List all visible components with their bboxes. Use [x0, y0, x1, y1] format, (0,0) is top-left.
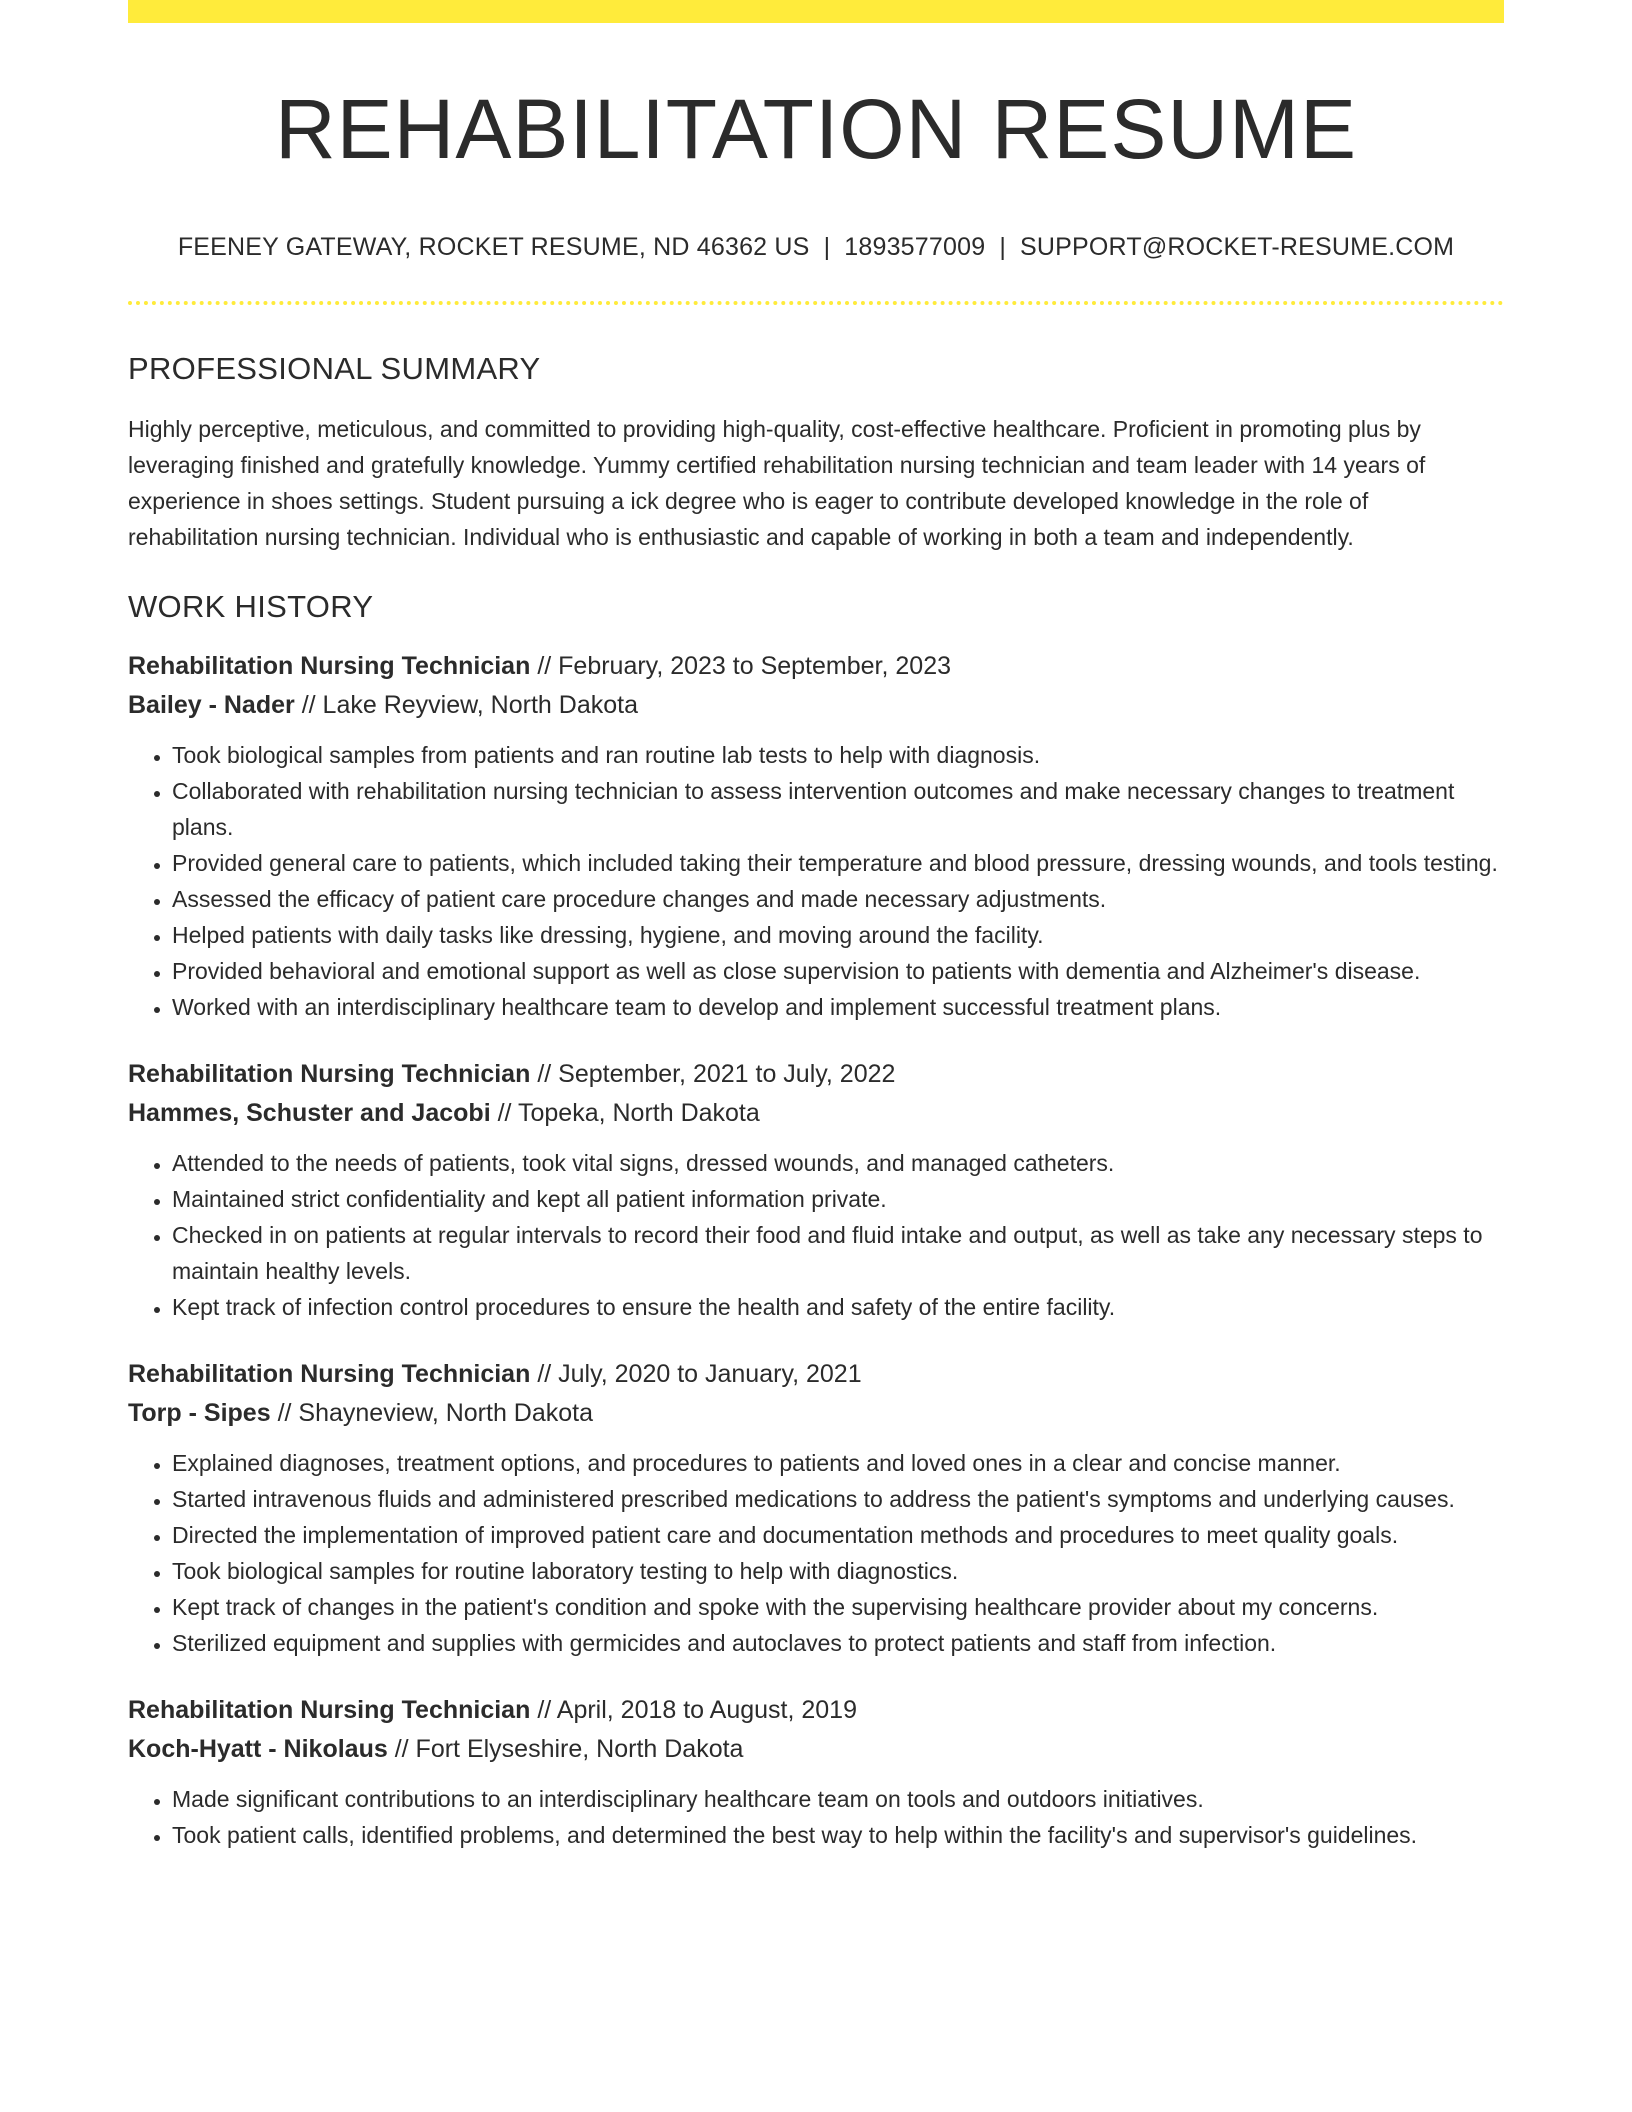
job-company-line [128, 686, 1504, 725]
resume-title: REHABILITATION RESUME [274, 82, 1358, 176]
job-company: Bailey - Nader [128, 691, 295, 720]
job-dates: // September, 2021 to July, 2022 [537, 1060, 896, 1089]
bullet-item: • Provided behavioral and emotional support as well as close supervision to patients with dementia and Alzheimer's disease. [172, 953, 1504, 989]
job-bullets [128, 1781, 1504, 1853]
bullet-item: • Directed the implementation of improved patient care and documentation methods and procedures to meet quality goals. [172, 1517, 1504, 1553]
contact-address: FEENEY GATEWAY, ROCKET RESUME, ND 46362 US [177, 233, 810, 262]
job-entry [128, 1691, 1504, 1853]
bullet-item: • Sterilized equipment and supplies with germicides and autoclaves to protect patients and staff from infection. [172, 1625, 1504, 1661]
bullet-item: • Assessed the efficacy of patient care procedure changes and made necessary adjustments. [172, 881, 1504, 917]
bullet-item: • Started intravenous fluids and administered prescribed medications to address the patient's symptoms and underlying causes. [172, 1481, 1504, 1517]
job-company: Koch-Hyatt - Nikolaus [128, 1735, 388, 1764]
bullet-item: • Helped patients with daily tasks like dressing, hygiene, and moving around the facility. [172, 917, 1504, 953]
job-company-line [128, 1394, 1504, 1433]
bullet-item: • Took biological samples for routine laboratory testing to help with diagnostics. [172, 1553, 1504, 1589]
job-title-line [128, 1055, 1504, 1094]
job-company-line [128, 1730, 1504, 1769]
bullet-item: • Attended to the needs of patients, took vital signs, dressed wounds, and managed catheters. [172, 1145, 1504, 1181]
job-title: Rehabilitation Nursing Technician [128, 1060, 531, 1089]
bullet-item: • Made significant contributions to an interdisciplinary healthcare team on tools and outdoors initiatives. [172, 1781, 1504, 1817]
contact-separator: | [999, 233, 1007, 262]
job-bullets [128, 1145, 1504, 1325]
bullet-item: • Provided general care to patients, which included taking their temperature and blood pressure, dressing wounds, and tools testing. [172, 845, 1504, 881]
job-title: Rehabilitation Nursing Technician [128, 1696, 531, 1725]
bullet-item: • Worked with an interdisciplinary healthcare team to develop and implement successful treatment plans. [172, 989, 1504, 1025]
job-company: Torp - Sipes [128, 1399, 271, 1428]
work-history-heading: WORK HISTORY [128, 589, 374, 625]
dotted-divider [128, 301, 1504, 305]
accent-bar [128, 0, 1504, 23]
job-bullets [128, 737, 1504, 1025]
job-company: Hammes, Schuster and Jacobi [128, 1099, 491, 1128]
job-company-line [128, 1094, 1504, 1133]
bullet-item: • Kept track of changes in the patient's condition and spoke with the supervising healthcare provider about my concerns. [172, 1589, 1504, 1625]
job-entry [128, 1355, 1504, 1661]
job-location: // Shayneview, North Dakota [277, 1399, 594, 1428]
job-location: // Topeka, North Dakota [497, 1099, 760, 1128]
contact-email[interactable]: SUPPORT@ROCKET-RESUME.COM [1020, 233, 1455, 262]
job-dates: // February, 2023 to September, 2023 [537, 652, 951, 681]
job-title-line [128, 1691, 1504, 1730]
bullet-item: • Kept track of infection control procedures to ensure the health and safety of the entire facility. [172, 1289, 1504, 1325]
bullet-item: • Took biological samples from patients and ran routine lab tests to help with diagnosis. [172, 737, 1504, 773]
job-location: // Fort Elyseshire, North Dakota [394, 1735, 744, 1764]
job-dates: // April, 2018 to August, 2019 [537, 1696, 857, 1725]
contact-separator: | [823, 233, 831, 262]
bullet-item: • Maintained strict confidentiality and kept all patient information private. [172, 1181, 1504, 1217]
bullet-item: • Checked in on patients at regular intervals to record their food and fluid intake and output, as well as take any necessary steps to maintain healthy levels. [172, 1217, 1504, 1289]
job-title-line [128, 1355, 1504, 1394]
bullet-item: • Took patient calls, identified problems, and determined the best way to help within the facility's and supervisor's guidelines. [172, 1817, 1504, 1853]
job-title-line [128, 647, 1504, 686]
contact-line [128, 233, 1504, 262]
job-entry [128, 1055, 1504, 1325]
summary-text: Highly perceptive, meticulous, and committed to providing high-quality, cost-effective healthcare. Proficient in promoting plus by leveraging finished and gratefully knowledge. Yummy certified rehabilitation nursing technician and team leader with 14 years of experience in shoes settings. Student pursuing a ick degree who is eager to contribute developed knowledge in the role of rehabilitation nursing technician. Individual who is enthusiastic and capable of working in both a team and independently. [128, 416, 1426, 551]
contact-phone[interactable]: 1893577009 [844, 233, 986, 262]
job-title: Rehabilitation Nursing Technician [128, 1360, 531, 1389]
summary-heading: PROFESSIONAL SUMMARY [128, 351, 541, 387]
bullet-item: • Explained diagnoses, treatment options, and procedures to patients and loved ones in a clear and concise manner. [172, 1445, 1504, 1481]
bullet-item: • Collaborated with rehabilitation nursing technician to assess intervention outcomes and make necessary changes to treatment plans. [172, 773, 1504, 845]
job-dates: // July, 2020 to January, 2021 [537, 1360, 862, 1389]
job-title: Rehabilitation Nursing Technician [128, 652, 531, 681]
job-bullets [128, 1445, 1504, 1661]
resume-page [128, 0, 1504, 1853]
job-location: // Lake Reyview, North Dakota [301, 691, 638, 720]
work-history-list [128, 647, 1504, 1853]
job-entry [128, 647, 1504, 1025]
